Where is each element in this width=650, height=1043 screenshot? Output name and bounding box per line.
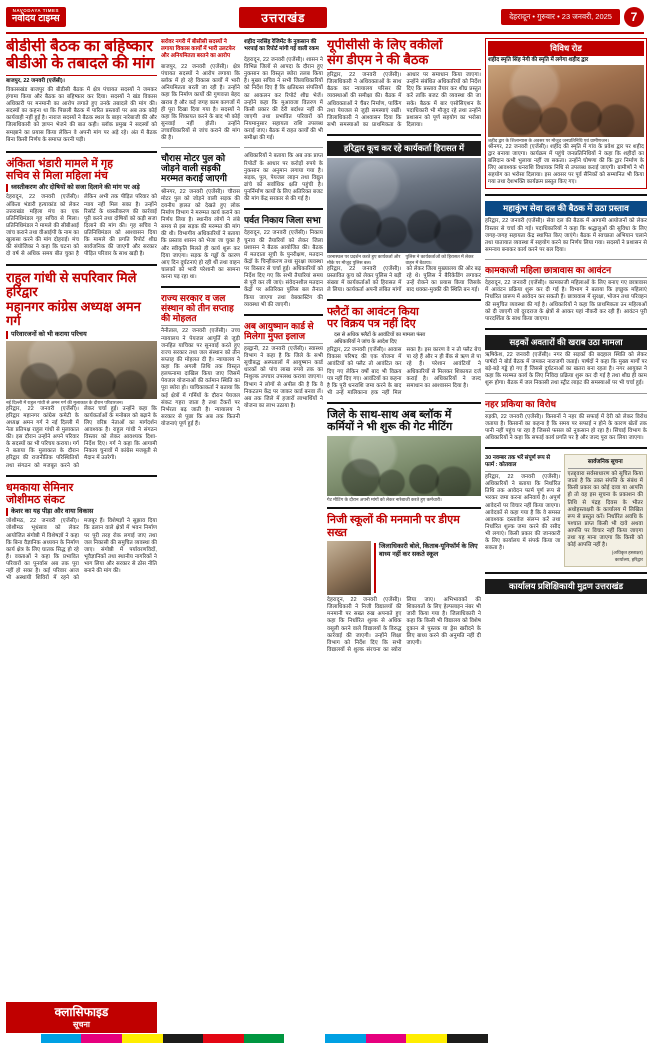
column-1: [6, 38, 157, 1033]
body-upcc: हरिद्वार, 22 जनवरी (एजेंसी)। जिलाधिकारी ने अधिवक्ताओं के साथ बैठक कर न्यायालय परिसर की व्यवस्थाओं की समीक्षा की। बैठक में अधिवक्ताओं ने चैंबर निर्माण, पार्किंग तथा पेयजल से जुड़ी समस्याएं रखीं। जिलाधिकारी ने आश्वासन दिया कि सभी समस्याओं का प्राथमिकता के आधार पर समाधान किया जाएगा। उन्होंने संबंधित अधिकारियों को निर्देश दिए कि प्रस्ताव तैयार कर शीघ्र प्रस्तुत करें ताकि बजट की व्यवस्था की जा सके। बैठक में बार एसोसिएशन के पदाधिकारी भी मौजूद रहे तथा उन्होंने प्रशासन को पूर्ण सहयोग का भरोसा दिलाया।: [327, 72, 481, 128]
public-notice-title: सार्वजनिक सूचना: [587, 459, 623, 466]
notices-row: [485, 454, 647, 567]
section-banner: उत्तराखंड: [239, 7, 327, 28]
public-notice-body: एतद्द्वारा सर्वसाधारण को सूचित किया जाता है कि उक्त संपत्ति के संबंध में किसी प्रकार का कोई दावा या आपत्ति हो तो वह इस सूचना के प्रकाशन की तिथि से पंद्रह दिवस के भीतर अधोहस्ताक्षरी के कार्यालय में लिखित रूप से प्रस्तुत करें। निर्धारित अवधि के पश्चात प्राप्त किसी भी दावे अथवा आपत्ति पर विचार नहीं किया जाएगा तथा यह माना जाएगा कि किसी को कोई आपत्ति नहीं है।: [567, 471, 643, 549]
body-haridwar-march: हरिद्वार, 22 जनवरी (एजेंसी)। प्रस्तावित कूच को लेकर पुलिस ने बड़ी संख्या में कार्यकर्ताओं को हिरासत में ले लिया। कार्यकर्ता अपनी लंबित मांगों को लेकर जिला मुख्यालय की ओर बढ़ रहे थे। पुलिस ने बैरिकेडिंग लगाकर उन्हें रोकने का प्रयास किया जिसके बाद धक्का-मुक्की की स्थिति बन गई।: [327, 265, 481, 293]
subhead-ankita: ध्वस्तीकरण और दोषियों को सजा दिलाने की मांग पर अड़े: [6, 184, 157, 192]
bullet-item: • अधिकारियों ने जांच के आदेश दिए: [334, 339, 481, 346]
article-gate-meeting: [327, 409, 481, 502]
subhead-joshimath: केशर का यह पीड़ा और वाया विकास: [6, 508, 157, 516]
article-flat-allotment: [327, 306, 481, 397]
headline-ankita-line1: अंकिता भंडारी मामले में गृह: [6, 157, 113, 170]
boxhead-mahakumbh: महाकुंभ सेवा दल की बैठक में उठा प्रस्ताव: [485, 201, 647, 216]
column-3: [244, 38, 323, 1033]
caption-shaheed-dwar: शहीद द्वार के शिलान्यास के अवसर पर मौजूद जनप्रतिनिधि एवं ग्रामीणजन।: [488, 137, 609, 143]
headline-flats-line1: फ्लैटों का आवंटन किया: [327, 306, 419, 319]
page-grid: [6, 38, 647, 1033]
publication-date: देहरादून • गुरुवार • 23 जनवरी, 2025: [501, 9, 620, 25]
body-shaheed-dwar: श्रीनगर, 22 जनवरी (एजेंसी)। शहीद की स्मृति में गांव के प्रवेश द्वार पर शहीद द्वार बनाया जाएगा। कार्यक्रम में पहुंचे जनप्रतिनिधियों ने कहा कि शहीदों का बलिदान कभी भुलाया नहीं जा सकता। उन्होंने घोषणा की कि द्वार निर्माण के लिए आवश्यक धनराशि विधायक निधि से उपलब्ध कराई जाएगी। ग्रामीणों ने भी सहयोग का भरोसा दिलाया। इस अवसर पर पूर्व सैनिकों को सम्मानित भी किया गया तथा देशभक्ति कार्यक्रम प्रस्तुत किए गए।: [488, 143, 644, 186]
article-joshimath: [6, 482, 157, 583]
box-roads-condition: [485, 335, 647, 388]
body-women-hostel: देहरादून, 22 जनवरी (एजेंसी)। कामकाजी महिलाओं के लिए बनाए गए छात्रावास में आवंटन प्रक्रिया शुरू कर दी गई है। विभाग ने बताया कि इच्छुक महिलाएं निर्धारित प्रारूप में आवेदन कर सकती हैं। छात्रावास में सुरक्षा, भोजन तथा परिवहन की समुचित व्यवस्था की गई है। अधिकारियों ने कहा कि प्राथमिकता उन महिलाओं को दी जाएगी जो दूरदराज के क्षेत्रों से आकर यहां नौकरी कर रही हैं। आवंटन पूरी पारदर्शिता के साथ किया जाएगा।: [485, 280, 647, 322]
photo-protest-crowd: [327, 158, 481, 253]
bullet-item: • दस से अधिक फ्लैटों के आवंटियों का मामला फंसा: [334, 332, 481, 339]
headline-rahul-line2: महानगर कांग्रेस अध्यक्ष अमन गर्ग: [6, 298, 141, 329]
article-joshimath-body: जोशीमठ, 22 जनवरी (एजेंसी)। जोशीमठ भूधंसाव को लेकर आयोजित संगोष्ठी में विशेषज्ञों ने कहा कि बिना वैज्ञानिक अध्ययन के निर्माण कार्य क्षेत्र के लिए घातक सिद्ध हो रहे हैं। वक्ताओं ने कहा कि प्रभावित परिवारों का पुनर्वास अब तक पूरा नहीं हो सका है। कई परिवार आज भी अस्थायी शिविरों में रहने को मजबूर हैं। विशेषज्ञों ने सुझाव दिया कि ढलान वाले क्षेत्रों में भवन निर्माण पर पूरी तरह रोक लगाई जाए तथा जल निकासी की समुचित व्यवस्था की जाए। संगोष्ठी में पर्यावरणविदों, भूवैज्ञानिकों तथा स्थानीय नागरिकों ने भाग लिया और सरकार से ठोस नीति बनाने की मांग की।: [6, 518, 157, 582]
article-bdc-body: [6, 78, 157, 144]
body-water-institute: नैनीताल, 22 जनवरी (एजेंसी)। उच्च न्यायालय ने पेयजल आपूर्ति से जुड़ी जनहित याचिका पर सुनवाई करते हुए राज्य सरकार तथा जल संस्थान को तीन सप्ताह की मोहलत दी है। न्यायालय ने कहा कि अगली तिथि तक विस्तृत हलफनामा दाखिल किया जाए जिसमें पेयजल योजनाओं की वर्तमान स्थिति का पूरा ब्योरा हो। याचिकाकर्ता ने बताया कि कई क्षेत्रों में गर्मियों के दौरान पेयजल संकट गहरा जाता है तथा टैंकरों पर निर्भरता बढ़ जाती है। न्यायालय ने सरकार से पूछा कि अब तक कितनी योजनाएं पूर्ण हुई हैं।: [161, 328, 240, 428]
bdc-text: विकासखंड बाजपुर की बीडीसी बैठक में क्षेत्र पंचायत सदस्यों ने जमकर हंगामा किया और बैठक का बहिष्कार कर दिया। सदस्यों ने खंड विकास अधिकारी पर मनमानी का आरोप लगाते हुए उनके तबादले की मांग की। सदस्यों का कहना था कि पिछली बैठक में पारित प्रस्तावों पर अब तक कोई कार्यवाही नहीं हुई है। नाराज सदस्यों ने बैठक स्थल के बाहर नारेबाजी की और जिलाधिकारी को ज्ञापन भेजने की बात कही। ब्लॉक प्रमुख ने सदस्यों को समझाने का प्रयास किया लेकिन वे अपनी मांग पर अड़े रहे। अंत में बैठक बिना किसी निर्णय के समाप्त करनी पड़ी।: [6, 86, 157, 143]
caption-rahul-meeting: नई दिल्ली में राहुल गांधी से अमन गर्ग की मुलाकात के दौरान परिवारजन।: [6, 399, 124, 405]
article-district-assembly: [244, 215, 323, 308]
boxhead-vivid-road: विविध रोड: [488, 41, 644, 56]
article-private-schools: [327, 514, 481, 654]
logo-english-name: NAVODAYA TIMES: [12, 8, 60, 14]
headline-joshimath-line1: धमकाया सेमिनार: [6, 481, 74, 494]
body-private-schools: देहरादून, 22 जनवरी (एजेंसी)। जिलाधिकारी ने निजी विद्यालयों की मनमानी पर सख्त रुख अपनाते हुए कहा कि निर्धारित शुल्क से अधिक वसूली करने वाले विद्यालयों के विरुद्ध कार्रवाई की जाएगी। उन्होंने शिक्षा विभाग को निर्देश दिए कि सभी विद्यालयों से शुल्क संरचना का ब्योरा लिया जाए। अभिभावकों की शिकायतों के लिए हेल्पलाइन नंबर भी जारी किया गया है। जिलाधिकारी ने कहा कि किसी भी विद्यालय को विशेष दुकान से पुस्तक या ड्रेस खरीदने के लिए बाध्य करने की अनुमति नहीं दी जाएगी।: [327, 597, 481, 653]
headline-upcc-line1: यूपीसीसी के लिए वकीलों: [327, 38, 443, 52]
classified-title: क्लासिफाइड: [54, 1005, 109, 1020]
body-mahakumbh: हरिद्वार, 22 जनवरी (एजेंसी)। सेवा दल की बैठक में आगामी आयोजनों को लेकर विस्तार से चर्चा की गई। पदाधिकारियों ने कहा कि श्रद्धालुओं की सुविधा के लिए जगह-जगह सहायता केंद्र स्थापित किए जाएंगे। बैठक में स्वच्छता अभियान चलाने तथा यातायात व्यवस्था में सहयोग करने का निर्णय लिया गया। सदस्यों ने प्रशासन से समन्वय बनाकर कार्य करने पर बल दिया।: [485, 218, 647, 253]
public-notice: [564, 454, 648, 567]
caption-gate-meeting: गेट मीटिंग के दौरान अपनी मांगों को लेकर नारेबाजी करते हुए कर्मचारी।: [327, 496, 442, 502]
headline-water-institute: राज्य सरकार व जल संस्थान को तीन सप्ताह की मोहलत: [161, 293, 234, 324]
article-upcc-lawyers: [327, 38, 481, 129]
article-rahul-body: हरिद्वार, 22 जनवरी (एजेंसी)। हरिद्वार महानगर कांग्रेस कमेटी के अध्यक्ष अमन गर्ग ने नई दिल्ली में नेता प्रतिपक्ष राहुल गांधी से मुलाकात की। इस दौरान उन्होंने अपने परिवार के सदस्यों का भी परिचय कराया। गर्ग ने बताया कि मुलाकात के दौरान हरिद्वार की राजनीतिक परिस्थितियों तथा संगठन को मजबूत करने को लेकर चर्चा हुई। उन्होंने कहा कि कार्यकर्ताओं के मनोबल को बढ़ाने के लिए वरिष्ठ नेताओं का मार्गदर्शन आवश्यक है। राहुल गांधी ने संगठन विस्तार को लेकर आवश्यक दिशा-निर्देश दिए। गर्ग ने कहा कि आगामी निकाय चुनावों में कांग्रेस मजबूती से मैदान में उतरेगी।: [6, 405, 157, 469]
headline-private-schools: निजी स्कूलों की मनमानी पर डीएम सख्त: [327, 514, 460, 539]
box-women-hostel: [485, 265, 647, 323]
kicker-bdc-detail: सरोवर नगरी में बीसीसी सदस्यों ने लगाया विकास कार्यों में भारी उलटफेर और अनियमितता बरतने का आरोप: [161, 39, 236, 59]
article-ayushman: [244, 321, 323, 410]
headline-bdc-line2: बीडीओ के तबादले की मांग: [6, 55, 155, 73]
column-4: [327, 38, 481, 1033]
box-mahakumbh-seva-dal: [485, 201, 647, 254]
photo-dm-portrait: [327, 541, 371, 595]
column-2: [161, 38, 240, 1033]
body-bdc-detail: बाजपुर, 22 जनवरी (एजेंसी)। क्षेत्र पंचायत सदस्यों ने आरोप लगाया कि ब्लॉक में हो रहे विकास कार्यों में भारी अनियमितता बरती जा रही है। उन्होंने कहा कि निर्माण कार्यों की गुणवत्ता बेहद खराब है और कई जगह काम कागजों में ही पूरा दिखा दिया गया है। सदस्यों ने कहा कि शिकायत करने के बाद भी कोई सुनवाई नहीं होती। उन्होंने उच्चाधिकारियों से जांच कराने की मांग की है।: [161, 63, 240, 142]
classified-banner: [6, 1002, 157, 1033]
body-roads: ऋषिकेश, 22 जनवरी (एजेंसी)। नगर की सड़कों की बदहाल स्थिति को लेकर पार्षदों ने बोर्ड बैठक में जमकर नाराजगी जताई। पार्षदों ने कहा कि मुख्य मार्गों पर बड़े-बड़े गड्ढे हो गए हैं जिससे दुर्घटनाओं का खतरा बना रहता है। नगर आयुक्त ने कहा कि मरम्मत कार्य के लिए निविदा प्रक्रिया शुरू कर दी गई है तथा शीघ्र ही काम शुरू होगा। बैठक में जल निकासी तथा स्ट्रीट लाइट की समस्याओं पर भी चर्चा हुई।: [485, 351, 647, 387]
body-regiment: देहरादून, 22 जनवरी (एजेंसी)। शासन ने विभिन्न जिलों से आपदा के दौरान हुए नुकसान का विस्तृत ब्योरा तलब किया है। मुख्य सचिव ने सभी जिलाधिकारियों को निर्देश दिए हैं कि क्षतिग्रस्त संपत्तियों का आकलन कर रिपोर्ट शीघ्र भेजें। उन्होंने कहा कि मुआवजा वितरण में किसी प्रकार की देरी बर्दाश्त नहीं की जाएगी तथा प्रभावित परिवारों को नियमानुसार सहायता राशि उपलब्ध कराई जाए। बैठक में राहत कार्यों की भी समीक्षा की गई।: [244, 56, 323, 142]
headline-ayushman: अब आयुष्मान कार्ड से मिलेगा मुफ्त इलाज: [244, 320, 314, 341]
notice-form-deadline: [485, 454, 561, 567]
headline-rahul-line1: राहुल गांधी से सपरिवार मिले हरिद्वार: [6, 269, 137, 300]
headline-upcc-line2: संग डीएम ने की बैठक: [327, 51, 429, 67]
masthead: [6, 4, 644, 34]
dateline-bdc: बाजपुर, 22 जनवरी (एजेंसी)।: [6, 77, 65, 84]
kicker-regiment: शहीद नरसिंह रेजिमेंट के नुकसान की भरपाई का रिपोर्ट मांगी गई वाली रकम: [244, 39, 319, 52]
photo-rahul-meeting: [6, 341, 157, 399]
page-number: 7: [624, 7, 644, 27]
boxhead-roads: सड़कों अवतारों की खराब उठा मामला: [485, 335, 647, 350]
article-bdc-meeting: [6, 38, 157, 146]
subhead-shaheed-dwar: शहीद स्मृति सिंह नेगी की स्मृति में लगेगा शहीद द्वार: [488, 57, 589, 63]
article-rahul-gandhi: [6, 271, 157, 470]
column-5: [485, 38, 647, 1033]
body-flats: हरिद्वार, 22 जनवरी (एजेंसी)। आवास विकास परिषद की एक योजना में आवंटियों को फ्लैट तो आवंटित कर दिए गए लेकिन वर्षों बाद भी विक्रय पत्र नहीं दिए गए। आवंटियों का कहना है कि पूरी धनराशि जमा करने के बाद भी उन्हें मालिकाना हक नहीं मिल सका है। इस कारण वे न तो फ्लैट बेच पा रहे हैं और न ही बैंक से ऋण ले पा रहे हैं। परेशान आवंटियों ने अधिकारियों से मिलकर शिकायत दर्ज कराई है। अधिकारियों ने जल्द समाधान का आश्वासन दिया है।: [327, 347, 481, 396]
headline-gate-line2: कर्मियों ने भी शुरू की गेट मीटिंग: [327, 421, 453, 434]
color-registration-bar: [0, 1034, 650, 1043]
article-haridwar-march: [327, 141, 481, 294]
headline-bdc-line1: बीडीसी बैठक का बहिष्कार: [6, 38, 153, 55]
box-canal-protest: [485, 399, 647, 443]
body-ayushman: हल्द्वानी, 22 जनवरी (एजेंसी)। स्वास्थ्य विभाग ने कहा है कि जिले के सभी सूचीबद्ध अस्पतालों में आयुष्मान कार्ड धारकों को पांच लाख रुपये तक का निशुल्क उपचार उपलब्ध कराया जाएगा। विभाग ने लोगों से अपील की है कि वे निकटतम केंद्र पर जाकर कार्ड बनवा लें। अब तक जिले में हजारों लाभार्थियों ने योजना का लाभ उठाया है।: [244, 345, 323, 409]
headline-ankita-line2: सचिव से मिला महिला मंच: [6, 170, 108, 183]
body-chauras: श्रीनगर, 22 जनवरी (एजेंसी)। चौरास मोटर पुल को जोड़ने वाली सड़क की दयनीय हालत को देखते हुए लोक निर्माण विभाग ने मरम्मत कार्य कराने का निर्णय लिया है। स्थानीय लोगों ने लंबे समय से इस सड़क की मरम्मत की मांग की थी। विभागीय अधिकारियों ने बताया कि प्रस्ताव शासन को भेजा जा चुका है और स्वीकृति मिलते ही कार्य शुरू कर दिया जाएगा। सड़क के गड्ढों के कारण आए दिन दुर्घटनाएं हो रही थीं तथा वाहन चालकों को भारी परेशानी का सामना करना पड़ रहा था।: [161, 188, 240, 281]
caption-protest-right: पुलिस ने कार्यकर्ताओं को हिरासत में लेकर वाहन में बैठाया।: [405, 254, 474, 265]
article-water-institute: [161, 293, 240, 428]
box-vivid-road: [485, 38, 647, 189]
headline-gate-line1: जिले के साथ-साथ अब ब्लॉक में: [327, 409, 452, 422]
ad-govt-press: कार्यालय प्रशिक्षिकायी मुद्रण उत्तराखंड: [485, 579, 647, 594]
body-district-assembly: देहरादून, 22 जनवरी (एजेंसी)। निकाय चुनाव की तैयारियों को लेकर जिला प्रशासन ने बैठक आयोजित की। बैठक में मतदाता सूची के पुनरीक्षण, मतदान केंद्रों के चिन्हीकरण तथा सुरक्षा व्यवस्था पर विस्तार से चर्चा हुई। अधिकारियों को निर्देश दिए गए कि सभी तैयारियां समय से पूरी कर ली जाएं। संवेदनशील मतदान केंद्रों पर अतिरिक्त पुलिस बल तैनात किया जाएगा तथा वेबकास्टिंग की व्यवस्था भी की जाएगी।: [244, 230, 323, 308]
headline-flats-line2: पर विक्रय पत्र नहीं दिए: [327, 318, 416, 331]
photo-gate-meeting: [327, 436, 481, 496]
subhead-private-schools: जिलाधिकारी बोले, किताब-यूनिफॉर्म के लिए बाध्य नहीं कर सकते स्कूल: [374, 543, 481, 593]
headline-chauras: चौरास मोटर पुल को जोड़ने वाली सड़की मरम्मत कराई जाएगी: [161, 153, 227, 184]
notice-form-title: 30 नवम्बर तक भरें संपूर्ण रूप से फार्म : कोतवाल: [485, 455, 551, 469]
headline-haridwar-march: हरिद्वार कूच कर रहे कार्यकर्ता हिरासत में: [327, 141, 481, 156]
headline-joshimath-line2: जोशीमठ संकट: [6, 493, 65, 506]
photo-shaheed-dwar: [488, 65, 644, 137]
article-ankita-bhandari: [6, 158, 157, 259]
article-ankita-body: देहरादून, 22 जनवरी (एजेंसी)। अंकिता भंडारी हत्याकांड को लेकर उत्तराखंड महिला मंच का एक प्रतिनिधिमंडल गृह सचिव से मिला। प्रतिनिधिमंडल ने मामले की सीबीआई जांच कराने तथा वीआईपी के नाम का खुलासा करने की मांग दोहराई। मंच की संयोजिका ने कहा कि घटना को दो वर्ष से अधिक समय बीत चुका है लेकिन अभी तक पीड़ित परिवार को न्याय नहीं मिल सका है। उन्होंने रिसॉर्ट के ध्वस्तीकरण की कार्रवाई पूरी करने तथा दोषियों को कड़ी सजा दिलाने की मांग की। गृह सचिव ने प्रतिनिधिमंडल को आश्वासन दिया कि मामले की प्रगति रिपोर्ट शीघ्र सार्वजनिक की जाएगी और सरकार पीड़ित परिवार के साथ खड़ी है।: [6, 194, 157, 258]
article-chauras-bridge: [161, 153, 240, 281]
logo-hindi-name: नवोदय टाइम्स: [12, 13, 60, 25]
date-strip: [501, 7, 644, 27]
photo-dm-portrait-wrap: [327, 541, 371, 595]
bullets-flats: [327, 332, 481, 347]
headline-women-hostel: कामकाजी महिला छात्रावास का आवंटन: [485, 265, 612, 276]
public-notice-sign-1: (अधिकृत हस्ताक्षर): [611, 550, 643, 556]
headline-canal-protest: नहर प्रकिया का विरोध: [485, 398, 556, 409]
subhead-rahul: परिवारजनों को भी कराया परिचय: [6, 331, 157, 339]
public-notice-sign-2: कार्यालय, हरिद्वार: [614, 557, 643, 563]
headline-district-assembly: पर्वत निकाय जिला सभा: [244, 215, 321, 226]
caption-protest-left: धरनास्थल पर प्रदर्शन करते हुए कार्यकर्ता और मौके पर मौजूद पुलिस बल।: [327, 254, 401, 265]
publication-logo: [6, 7, 66, 26]
classified-subtitle: सूचना: [73, 1019, 90, 1029]
notice-form-body: हरिद्वार, 22 जनवरी (एजेंसी)। अधिकारियों ने बताया कि निर्धारित तिथि तक आवेदन फार्म पूर्ण रूप से भरकर जमा करना अनिवार्य है। अपूर्ण आवेदनों पर विचार नहीं किया जाएगा। आवेदकों से कहा गया है कि वे समस्त आवश्यक दस्तावेज संलग्न करें तथा निर्धारित शुल्क जमा करने की रसीद भी लगाएं। किसी प्रकार की जानकारी के लिए कार्यालय में संपर्क किया जा सकता है।: [485, 474, 561, 552]
body-damage-estimate: अधिकारियों ने बताया कि अब तक प्राप्त रिपोर्टों के आधार पर करोड़ों रुपये के नुकसान का अनुमान लगाया गया है। सड़क, पुल, पेयजल लाइन तथा विद्युत ढांचे को सर्वाधिक क्षति पहुंची है। पुनर्निर्माण कार्यों के लिए अतिरिक्त बजट की मांग केंद्र सरकार से की गई है।: [244, 153, 323, 203]
body-canal-protest: रुड़की, 22 जनवरी (एजेंसी)। किसानों ने नहर की सफाई में देरी को लेकर विरोध जताया है। किसानों का कहना है कि समय पर सफाई न होने के कारण खेतों तक पानी नहीं पहुंच पा रहा है जिससे फसल को नुकसान हो रहा है। सिंचाई विभाग के अधिकारियों ने कहा कि सफाई कार्य प्रगति पर है और जल्द पूरा कर लिया जाएगा।: [485, 413, 647, 441]
